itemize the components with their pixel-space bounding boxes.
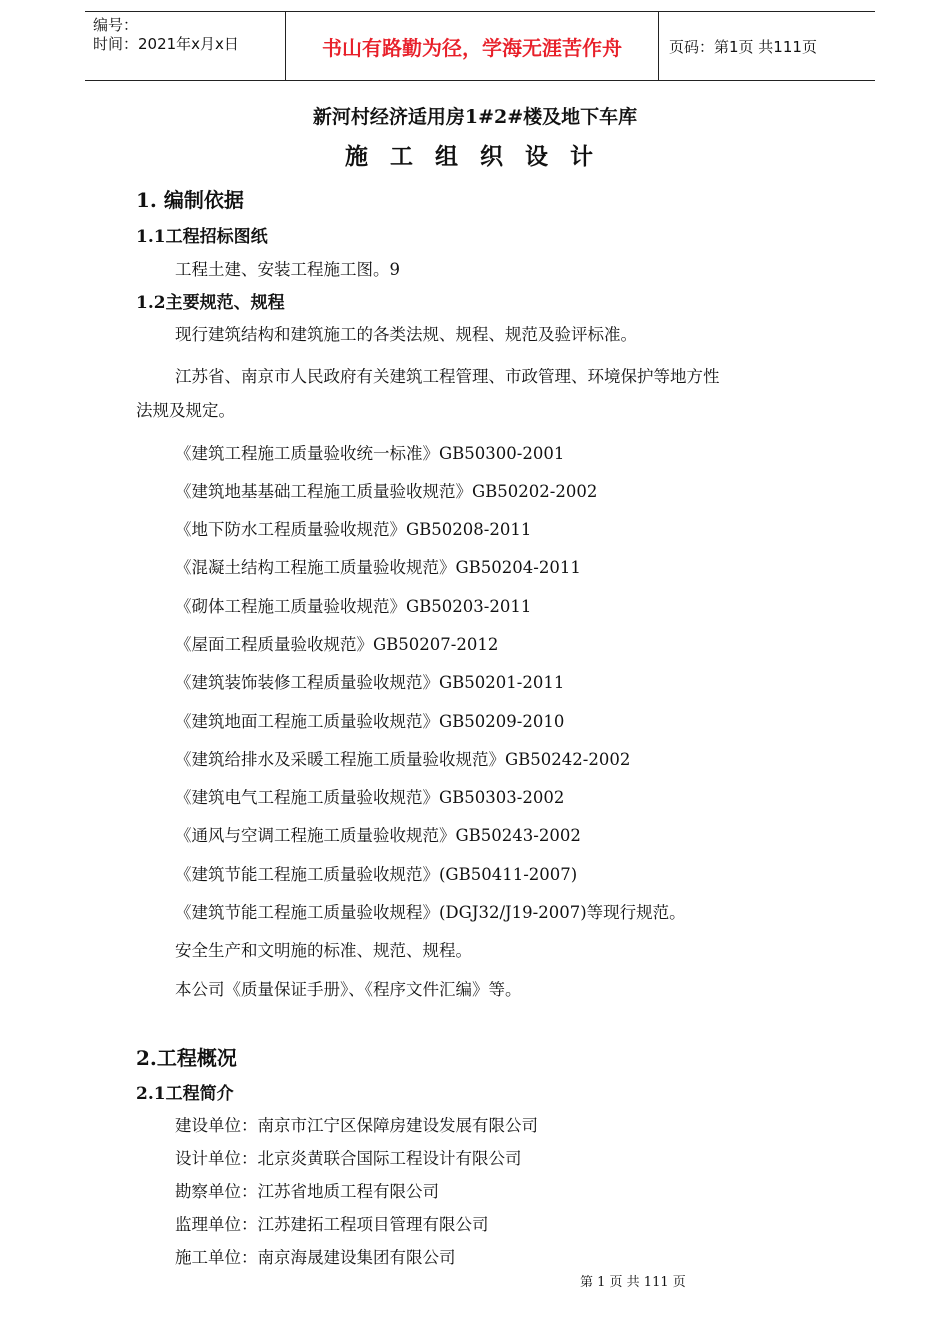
list-item: 勘察单位：江苏省地质工程有限公司 <box>175 1182 439 1201</box>
list-item: 《建筑节能工程施工质量验收规范》(GB50411-2007) <box>175 865 578 884</box>
list-item: 本公司《质量保证手册》、《程序文件汇编》等。 <box>175 980 522 999</box>
paragraph: 现行建筑结构和建筑施工的各类法规、规程、规范及验评标准。 <box>175 325 637 344</box>
list-item: 《建筑给排水及采暖工程施工质量验收规范》GB50242-2002 <box>175 750 631 769</box>
number-label: 编号： <box>93 16 139 34</box>
section-heading: 2.工程概况 <box>136 1046 237 1070</box>
list-item: 《建筑地面工程施工质量验收规范》GB50209-2010 <box>175 712 565 731</box>
list-item: 《建筑节能工程施工质量验收规程》(DGJ32/J19-2007)等现行规范。 <box>175 903 686 922</box>
list-item: 《地下防水工程质量验收规范》GB50208-2011 <box>175 520 532 539</box>
header-motto: 书山有路勤为径，学海无涯苦作舟 <box>286 12 659 80</box>
subsection-heading: 1.2主要规范、规程 <box>136 293 285 313</box>
list-item: 施工单位：南京海晟建设集团有限公司 <box>175 1248 456 1267</box>
subsection-heading: 1.1工程招标图纸 <box>136 227 268 247</box>
paragraph-continuation: 法规及规定。 <box>136 401 235 420</box>
section-heading: 1. 编制依据 <box>136 188 244 212</box>
list-item: 《建筑工程施工质量验收统一标准》GB50300-2001 <box>175 444 565 463</box>
list-item: 建设单位：南京市江宁区保障房建设发展有限公司 <box>175 1116 538 1135</box>
date-label: 时间：2021年x月x日 <box>93 35 239 53</box>
list-item: 《砌体工程施工质量验收规范》GB50203-2011 <box>175 597 532 616</box>
header-page-number: 页码：第1页 共111页 <box>669 37 817 56</box>
list-item: 《屋面工程质量验收规范》GB50207-2012 <box>175 635 499 654</box>
list-item: 安全生产和文明施的标准、规范、规程。 <box>175 941 472 960</box>
list-item: 《通风与空调工程施工质量验收规范》GB50243-2002 <box>175 826 581 845</box>
list-item: 监理单位：江苏建拓工程项目管理有限公司 <box>175 1215 489 1234</box>
list-item: 《混凝土结构工程施工质量验收规范》GB50204-2011 <box>175 558 581 577</box>
subsection-heading: 2.1工程简介 <box>136 1084 234 1104</box>
paragraph: 工程土建、安装工程施工图。9 <box>175 260 400 279</box>
paragraph: 江苏省、南京市人民政府有关建筑工程管理、市政管理、环境保护等地方性 <box>175 367 720 386</box>
list-item: 《建筑装饰装修工程质量验收规范》GB50201-2011 <box>175 673 565 692</box>
header-meta <box>85 12 286 80</box>
list-item: 《建筑电气工程施工质量验收规范》GB50303-2002 <box>175 788 565 807</box>
list-item: 《建筑地基基础工程施工质量验收规范》GB50202-2002 <box>175 482 598 501</box>
document-title: 新河村经济适用房1#2#楼及地下车库 <box>312 106 638 128</box>
document-subtitle: 施工组织设计 <box>345 143 615 170</box>
page-footer: 第 1 页 共 111 页 <box>580 1275 686 1290</box>
page-header <box>85 11 875 81</box>
list-item: 设计单位：北京炎黄联合国际工程设计有限公司 <box>175 1149 522 1168</box>
